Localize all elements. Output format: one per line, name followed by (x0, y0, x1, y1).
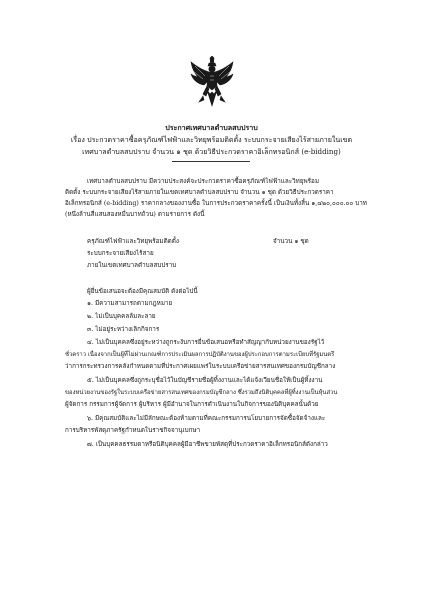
page-title: ประกาศเทศบาลตำบลสบปราบ (165, 123, 258, 132)
qualification-5-line-1: ๕. ไม่เป็นบุคคลซึ่งถูกระบุชื่อไว้ในบัญชีรายชื่อผู้ทิ้งงานและได้แจ้งเวียนชื่อให้เป็นผู้ทิ้งงาน (87, 377, 323, 384)
item-line-2: ระบบกระจายเสียงไร้สาย (87, 250, 154, 257)
qualification-3: ๓. ไม่อยู่ระหว่างเลิกกิจการ (87, 326, 160, 333)
qualification-5-line-2: ของหน่วยงานของรัฐในระบบเครือข่ายสารสนเทศของกรมบัญชีกลาง ซึ่งรวมถึงนิติบุคคลที่ผู้ทิ้งงานเป็นหุ้นส่วน (65, 390, 338, 396)
qualification-2: ๒. ไม่เป็นบุคคลล้มละลาย (87, 313, 156, 320)
intro-line-1: เทศบาลตำบลสบปราบ มีความประสงค์จะประกวดราคาซื้อครุภัณฑ์ไฟฟ้าและวิทยุพร้อม (87, 178, 319, 185)
item-line-1: ครุภัณฑ์ไฟฟ้าและวิทยุพร้อมติดตั้ง (87, 238, 179, 245)
qualification-4-line-3: ว่าการกระทรวงการคลังกำหนดตามที่ประกาศเผยแพร่ในระบบเครือข่ายสารสนเทศของกรมบัญชีกลาง (65, 363, 336, 370)
qualifications-heading: ผู้ยื่นข้อเสนอจะต้องมีคุณสมบัติ ดังต่อไปนี้ (87, 288, 198, 295)
qualification-7-line-1: ๗. เป็นบุคคลธรรมดาหรือนิติบุคคลผู้มีอาชีพขายพัสดุที่ประกวดราคาอิเล็กทรอนิกส์ดังกล่าว (87, 441, 328, 448)
intro-line-2: ติดตั้ง ระบบกระจายเสียงไร้สายภายในเขตเทศบาลตำบลสบปราบ จำนวน ๑ ชุด ด้วยวิธีประกวดราคา (65, 189, 334, 196)
title-underline (172, 161, 250, 162)
intro-line-4: (หนึ่งล้านสี่แสนสองหมื่นบาทถ้วน) ตามรายการ ดังนี้ (65, 211, 205, 218)
intro-line-3: อิเล็กทรอนิกส์ (e-bidding) ราคากลางของงานซื้อ ในการประกวดราคาครั้งนี้ เป็นเงินทั้งสิ้น ๑,๔๒๐,๐๐๐.๐๐ บาท (65, 200, 367, 207)
item-line-3: ภายในเขตเทศบาลตำบลสบปราบ (87, 262, 177, 269)
qualification-5-line-3: ผู้จัดการ กรรมการผู้จัดการ ผู้บริหาร ผู้มีอำนาจในการดำเนินงานในกิจการของนิติบุคคลนั้นด้วย (65, 401, 319, 408)
qualification-4-line-1: ๔. ไม่เป็นบุคคลซึ่งอยู่ระหว่างถูกระงับการยื่นข้อเสนอหรือทำสัญญากับหน่วยงานของรัฐไว้ (87, 339, 325, 346)
garuda-emblem-icon (190, 56, 234, 110)
subject-line-2: เทศบาลตำบลสบปราบ จำนวน ๑ ชุด ด้วยวิธีประกวดราคาอิเล็กทรอนิกส์ (e-bidding) (82, 147, 341, 156)
subject-line-1: เรื่อง ประกวดราคาซื้อครุภัณฑ์ไฟฟ้าและวิทยุพร้อมติดตั้ง ระบบกระจายเสียงไร้สายภายในเขต (70, 135, 353, 144)
qualification-4-line-2: ชั่วคราว เนื่องจากเป็นผู้ที่ไม่ผ่านเกณฑ์การประเมินผลการปฏิบัติงานของผู้ประกอบการตามระเบียบที่รัฐมนตรี (65, 352, 335, 358)
qualification-1: ๑. มีความสามารถตามกฎหมาย (87, 300, 173, 307)
qualification-6-line-2: การบริหารพัสดุภาครัฐกำหนดในราชกิจจานุเบกษา (65, 427, 201, 434)
item-quantity: จำนวน ๑ ชุด (273, 238, 309, 245)
qualification-6-line-1: ๖. มีคุณสมบัติและไม่มีลักษณะต้องห้ามตามที่คณะกรรมการนโยบายการจัดซื้อจัดจ้างและ (87, 415, 326, 422)
